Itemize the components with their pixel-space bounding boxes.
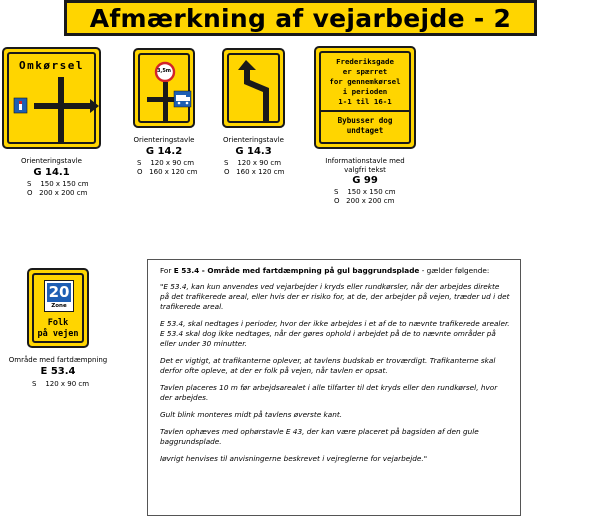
sign-g-14-2-width-label: 3,5m — [156, 68, 172, 74]
sign-g-99-code: G 99 — [352, 175, 378, 186]
rules-paragraph: Iøvrigt henvises til anvisningerne beskrevet i vejreglerne for vejarbejde." — [160, 454, 428, 463]
page-title: Afmærkning af vejarbejde - 2 — [89, 3, 512, 33]
sign-g-99-name-line: Informationstavle med — [325, 157, 405, 165]
rules-paragraph: Tavlen ophæves med ophørstavle E 43, der kan være placeret på bagsiden af den gule baggrundsplade. — [160, 427, 479, 446]
sign-g-14-2-code: G 14.2 — [145, 146, 183, 157]
zone-panel — [44, 280, 74, 312]
sign-g-99-size-o: O 200 x 200 cm — [334, 197, 395, 205]
sign-g-14-3-name: Orienteringstavle — [223, 136, 284, 144]
page-title-bar — [64, 0, 537, 36]
sign-g-99-divider — [321, 110, 409, 112]
sign-g-14-3-size-o: O 160 x 120 cm — [224, 168, 285, 176]
restricted-width-diagram-icon — [135, 50, 197, 130]
sign-e-53-4 — [27, 268, 89, 348]
sign-g-14-3-code: G 14.3 — [235, 146, 272, 157]
rules-paragraph: Tavlen placeres 10 m før arbejdsarealet i alle tilfarter til det kryds eller den rundkørsel, hvor der arbejdes. — [160, 383, 498, 402]
sign-g-99-text-top — [316, 57, 414, 107]
speed-limit-number: 20 — [48, 283, 70, 301]
sign-g-14-2 — [133, 48, 195, 128]
sign-g-99-name — [308, 157, 422, 175]
rules-lead-bold: E 53.4 - Område med fartdæmpning på gul baggrundsplade — [173, 266, 420, 275]
sign-g-14-2-size-s: S 120 x 90 cm — [137, 159, 195, 167]
sign-g-99-line: 1-1 til 16-1 — [338, 97, 392, 106]
sign-e-53-4-text — [29, 318, 87, 340]
sign-g-99-line: Bybusser dog — [337, 116, 393, 125]
sign-e-53-4-line: Folk — [47, 318, 69, 328]
sign-g-14-3-size-s: S 120 x 90 cm — [224, 159, 282, 167]
sign-g-14-1-name: Orienteringstavle — [21, 157, 82, 165]
sign-g-99 — [314, 46, 416, 149]
sign-e-53-4-code: E 53.4 — [40, 366, 76, 377]
sign-g-99-name-line: valgfri tekst — [344, 166, 386, 174]
sign-g-99-text-bottom — [316, 116, 414, 136]
rules-paragraph: "E 53.4, kan kun anvendes ved vejarbejder i kryds eller rundkørsler, når der arbejdes direkte på det trafikerede areal, eller hvis der er risiko for, at de, der arbejder på vejen, træder ud i det trafikerede areal. — [160, 282, 510, 311]
sign-e-53-4-name: Område med fartdæmpning — [8, 356, 108, 364]
rules-paragraph: Det er vigtigt, at trafikanterne oplever, at tavlens budskab er troværdigt. Trafikanterne skal derfor ofte opleve, at der er folk på vejen, når tavlen er opsat. — [160, 356, 496, 375]
road-shift-diagram-icon — [224, 50, 287, 130]
sign-g-99-size-s: S 150 x 150 cm — [334, 188, 396, 196]
sign-g-14-1-text: Omkørsel — [19, 59, 84, 72]
sign-g-99-line: er spærret — [342, 67, 388, 76]
sign-g-99-line: i perioden — [342, 87, 388, 96]
sign-g-14-1 — [2, 47, 101, 149]
sign-g-99-line: for gennemkørsel — [329, 77, 401, 86]
rules-paragraph: E 53.4, skal nedtages i perioder, hvor der ikke arbejdes i et af de to nævnte trafikerede arealer. E 53.4 skal dog ikke nedtages, når der gøres ophold i arbejdet på de to nævnte områder på eller under 30 minutter. — [160, 319, 510, 348]
sign-g-14-3 — [222, 48, 285, 128]
rules-paragraph: Gult blink monteres midt på tavlens øverste kant. — [160, 410, 343, 419]
sign-g-99-line: undtaget — [346, 126, 384, 135]
sign-g-14-1-size-s: S 150 x 150 cm — [27, 180, 89, 188]
zone-label: Zone — [51, 303, 67, 309]
e-53-4-rules-box — [147, 259, 521, 516]
sign-e-53-4-size-s: S 120 x 90 cm — [32, 380, 90, 388]
sign-g-14-1-size-o: O 200 x 200 cm — [27, 189, 88, 197]
sign-e-53-4-line: på vejen — [37, 329, 79, 339]
rules-lead: For E 53.4 - Område med fartdæmpning på gul baggrundsplade - gælder følgende: — [160, 266, 490, 275]
junction-diagram-icon — [4, 49, 103, 151]
sign-g-14-1-code: G 14.1 — [33, 167, 70, 178]
sign-g-14-2-size-o: O 160 x 120 cm — [137, 168, 198, 176]
sign-g-14-2-name: Orienteringstavle — [133, 136, 195, 144]
sign-g-99-line: Frederiksgade — [336, 57, 394, 66]
